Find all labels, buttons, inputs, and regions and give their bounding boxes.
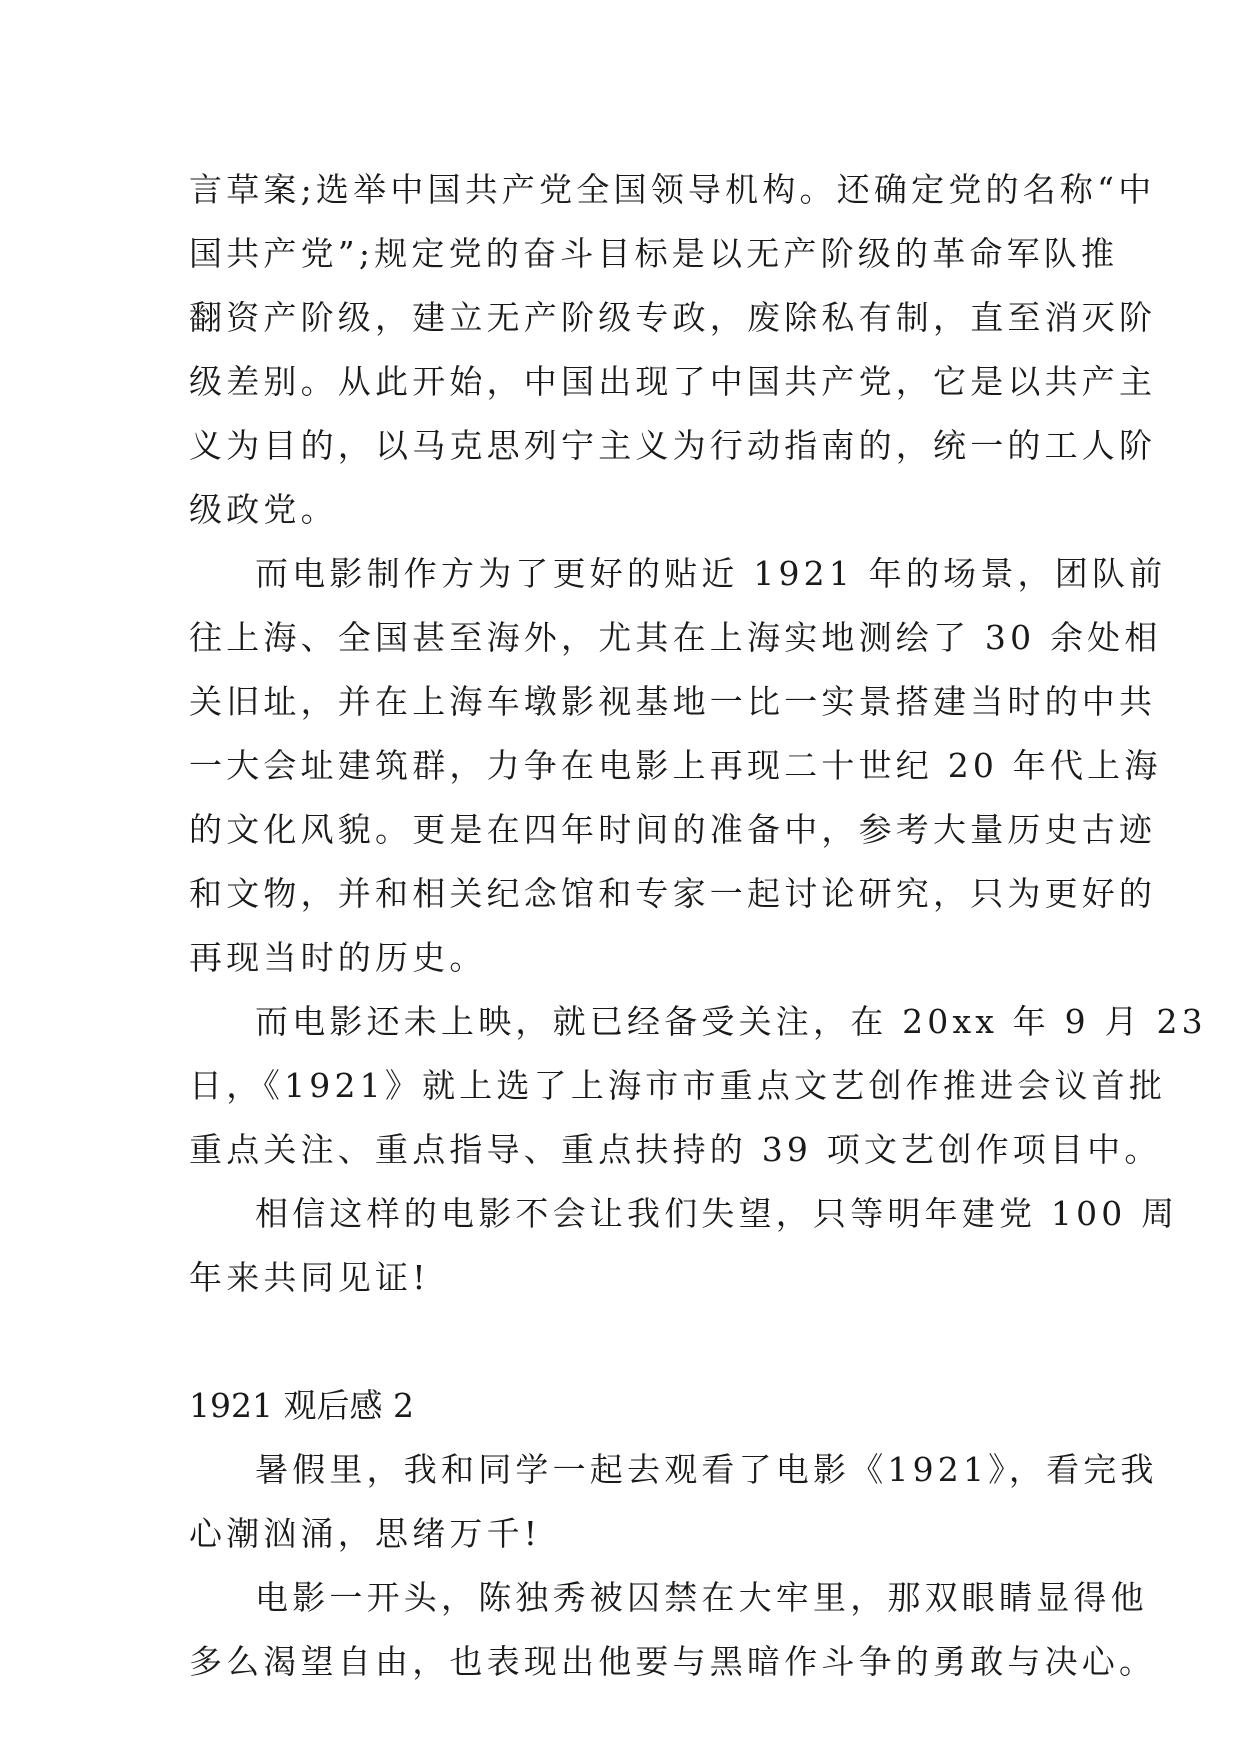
text-line: 级差别。从此开始，中国出现了中国共产党，它是以共产主 <box>189 362 1157 401</box>
text-line: 国共产党”;规定党的奋斗目标是以无产阶级的革命军队推 <box>189 234 1119 273</box>
paragraph <box>189 990 1207 1182</box>
text-line: 义为目的，以马克思列宁主义为行动指南的，统一的工人阶 <box>189 426 1157 465</box>
text-line: 重点关注、重点指导、重点扶持的 39 项文艺创作项目中。 <box>189 1130 1162 1169</box>
text-line: 电影一开头，陈独秀被囚禁在大牢里，那双眼睛显得他 <box>255 1578 1148 1617</box>
text-line: 暑假里，我和同学一起去观看了电影《1921》，看完我 <box>255 1450 1158 1489</box>
text-line: 关旧址，并在上海车墩影视基地一比一实景搭建当时的中共 <box>189 682 1157 721</box>
text-line: 言草案;选举中国共产党全国领导机构。还确定党的名称“中 <box>189 170 1156 209</box>
text-line: 而电影还未上映，就已经备受关注，在 20xx 年 9 月 23 <box>255 1002 1207 1041</box>
paragraph <box>189 158 1157 542</box>
text-line: 往上海、全国甚至海外，尤其在上海实地测绘了 30 余处相 <box>189 618 1162 657</box>
blank-line <box>189 1310 1069 1374</box>
paragraph <box>189 542 1167 990</box>
text-line: 和文物，并和相关纪念馆和专家一起讨论研究，只为更好的 <box>189 874 1157 913</box>
text-line: 心潮汹涌，思绪万千! <box>189 1514 542 1553</box>
text-line: 一大会址建筑群，力争在电影上再现二十世纪 20 年代上海 <box>189 746 1162 785</box>
text-line: 多么渴望自由，也表现出他要与黑暗作斗争的勇敢与决心。 <box>189 1642 1157 1681</box>
text-line: 日，《1921》就上选了上海市市重点文艺创作推进会议首批 <box>189 1066 1167 1105</box>
section-title: 1921 观后感 2 <box>189 1386 414 1425</box>
text-line: 的文化风貌。更是在四年时间的准备中，参考大量历史古迹 <box>189 810 1157 849</box>
text-line: 而电影制作方为了更好的贴近 1921 年的场景，团队前 <box>255 554 1167 593</box>
text-line: 相信这样的电影不会让我们失望，只等明年建党 100 周 <box>255 1194 1179 1233</box>
text-line: 翻资产阶级，建立无产阶级专政，废除私有制，直至消灭阶 <box>189 298 1157 337</box>
paragraph <box>189 1566 1157 1694</box>
paragraph <box>189 1182 1179 1310</box>
document-page <box>189 158 1207 1694</box>
text-line: 级政党。 <box>189 490 338 529</box>
paragraph <box>189 1438 1158 1566</box>
text-line: 再现当时的历史。 <box>189 938 487 977</box>
text-line: 年来共同见证! <box>189 1258 430 1297</box>
